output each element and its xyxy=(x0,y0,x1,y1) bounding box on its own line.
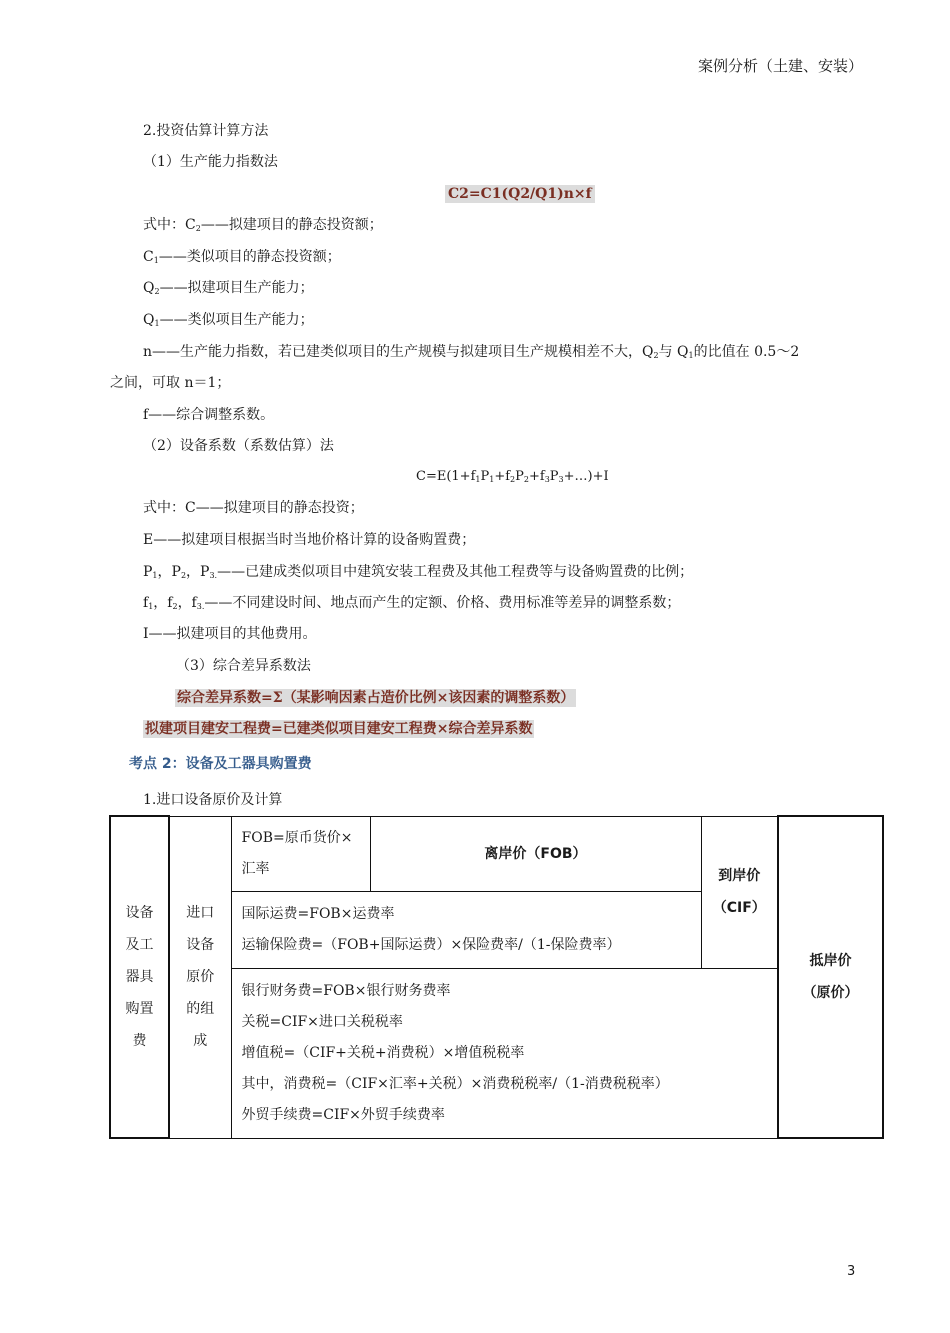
method1-formula-text: C2=C1(Q2/Q1)n×f xyxy=(445,185,595,203)
method3-formula2 xyxy=(143,719,534,739)
def-c: 式中：C——拟建项目的静态投资； xyxy=(143,500,364,516)
def-p: $P_1$，$P_2$，$P_{3.}——$已建成类似项目中建筑安装工程费及其他工程费等与设备购置费的比例； xyxy=(143,564,694,580)
method1-formula xyxy=(445,184,595,204)
col-equipment-purchase-cost: 设备 及工 器具 购置 费 xyxy=(110,816,169,1138)
key-point-heading: 考点 2：设备及工器具购置费 xyxy=(129,756,312,772)
def-i: I——拟建项目的其他费用。 xyxy=(143,626,317,642)
method3-formula2-text: 拟建项目建安工程费=已建类似项目建安工程费×综合差异系数 xyxy=(145,721,533,737)
def-f-coeff: $f_1$，$f_2$，$f_{3.}——$不同建设时间、地点而产生的定额、价格、费用标准等差异的调整系数； xyxy=(143,595,681,611)
landed-price-cell: 抵岸价 （原价） xyxy=(778,816,883,1138)
def-q2: $Q_2——$拟建项目生产能力； xyxy=(143,280,314,296)
def-n: n——生产能力指数，若已建类似项目的生产规模与拟建项目生产规模相差不大，$Q_2$与 $Q_1$的比值在 0.5～2 xyxy=(143,344,800,360)
key-point-subheading: 1.进口设备原价及计算 xyxy=(143,792,283,808)
import-equipment-cost-table xyxy=(109,815,884,1139)
page-header-title: 案例分析（土建、安装） xyxy=(698,57,864,75)
fob-label-cell: 离岸价（FOB） xyxy=(370,816,701,891)
col-import-price-composition: 进口 设备 原价 的组 成 xyxy=(169,816,231,1138)
taxes-fees-cell: 银行财务费=FOB×银行财务费率 关税=CIF×进口关税税率 增值税=（CIF+关税+消费税）×增值税税率 其中，消费税=（CIF×汇率+关税）×消费税税率/（1-消费税税率） 外贸手续费=CIF×外贸手续费率 xyxy=(231,968,778,1138)
page-number: 3 xyxy=(847,1264,856,1279)
def-f: f——综合调整系数。 xyxy=(143,407,275,423)
method1-title: （1）生产能力指数法 xyxy=(143,154,278,170)
freight-insurance-cell: 国际运费=FOB×运费率 运输保险费=（FOB+国际运费）×保险费率/（1-保险费率） xyxy=(231,891,701,968)
def-c1: $C_1——$类似项目的静态投资额； xyxy=(143,249,341,265)
def-q1: $Q_1——$类似项目生产能力； xyxy=(143,312,314,328)
method3-formula1 xyxy=(175,688,576,708)
method3-formula1-text: 综合差异系数=Σ（某影响因素占造价比例×该因素的调整系数） xyxy=(177,690,575,706)
fob-formula-cell: FOB=原币货价× 汇率 xyxy=(231,816,370,891)
section-heading: 2.投资估算计算方法 xyxy=(143,123,269,139)
method2-title: （2）设备系数（系数估算）法 xyxy=(143,438,334,454)
method3-title: （3）综合差异系数法 xyxy=(176,658,311,674)
method2-formula: $C=E(1+f_1P_1+f_2P_2+f_3P_3+\dots)+I$ xyxy=(416,469,609,484)
def-e: E——拟建项目根据当时当地价格计算的设备购置费； xyxy=(143,532,476,548)
cif-label-cell: 到岸价 （CIF） xyxy=(701,816,778,968)
def-n-continued: 之间，可取 n＝1； xyxy=(110,375,231,391)
def-c2: 式中：$C_2——$拟建项目的静态投资额； xyxy=(143,217,383,233)
